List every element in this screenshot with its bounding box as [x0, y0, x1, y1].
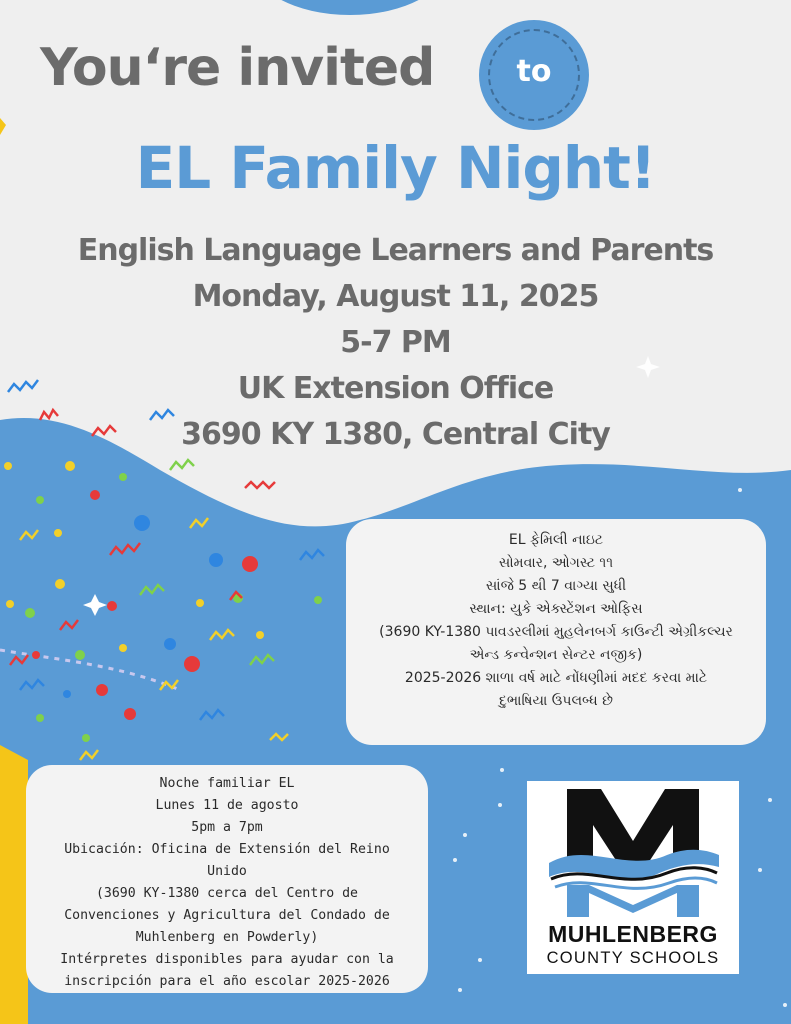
- spanish-line: Ubicación: Oficina de Extensión del Reino: [64, 842, 390, 857]
- event-time: 5-7 PM: [340, 325, 451, 360]
- top-blue-circle: [250, 0, 450, 15]
- gujarati-line: એન્ડ કન્વેન્શન સેન્ટર નજીક): [469, 647, 643, 663]
- event-details: [0, 228, 791, 458]
- spanish-line: Noche familiar EL: [159, 776, 295, 791]
- spanish-line: 5pm a 7pm: [191, 820, 263, 835]
- invite-heading: You‘re invited: [40, 38, 435, 98]
- gujarati-line: EL ફેમિલી નાઇટ: [508, 532, 604, 548]
- event-title: EL Family Night!: [135, 134, 656, 202]
- yellow-corner: [0, 118, 6, 135]
- gujarati-line: સાંજે 5 થી 7 વાગ્યા સુધી: [485, 578, 627, 594]
- spanish-line: Unido: [207, 864, 247, 879]
- spanish-info-card: [26, 765, 428, 993]
- spanish-line: (3690 KY-1380 cerca del Centro de: [95, 886, 358, 901]
- gujarati-line: સોમવાર, ઓગસ્ટ ૧૧: [498, 555, 614, 571]
- gujarati-line: (3690 KY-1380 પાવડરલીમાં મુહલેનબર્ગ કાઉન્ટી એગ્રીકલ્ચર: [379, 624, 733, 640]
- logo-name-line2: COUNTY SCHOOLS: [546, 949, 720, 967]
- spanish-line: inscripción para el año escolar 2025-2026: [64, 974, 390, 989]
- to-badge: [479, 20, 589, 130]
- event-date: Monday, August 11, 2025: [192, 279, 599, 314]
- m-logo-icon: [527, 781, 739, 921]
- yellow-shape: [0, 745, 28, 1024]
- spanish-line: Muhlenberg en Powderly): [135, 930, 319, 945]
- school-logo: [527, 781, 739, 974]
- spanish-line: Lunes 11 de agosto: [155, 798, 299, 813]
- event-address: 3690 KY 1380, Central City: [181, 417, 610, 452]
- to-badge-label: to: [516, 53, 552, 89]
- spanish-line: Convenciones y Agricultura del Condado de: [64, 908, 390, 923]
- gujarati-info-card: [346, 519, 766, 745]
- event-venue: UK Extension Office: [237, 371, 554, 406]
- event-audience: English Language Learners and Parents: [77, 233, 714, 268]
- gujarati-line: સ્થાન: યુકે એક્સ્ટેંશન ઓફિસ: [469, 601, 643, 617]
- spanish-line: Intérpretes disponibles para ayudar con la: [60, 952, 394, 967]
- gujarati-line: દુભાષિયા ઉપલબ્ધ છે: [499, 693, 613, 709]
- gujarati-line: 2025-2026 શાળા વર્ષ માટે નોંધણીમાં મદદ કરવા માટે: [404, 670, 708, 686]
- logo-name-line1: MUHLENBERG: [548, 921, 718, 947]
